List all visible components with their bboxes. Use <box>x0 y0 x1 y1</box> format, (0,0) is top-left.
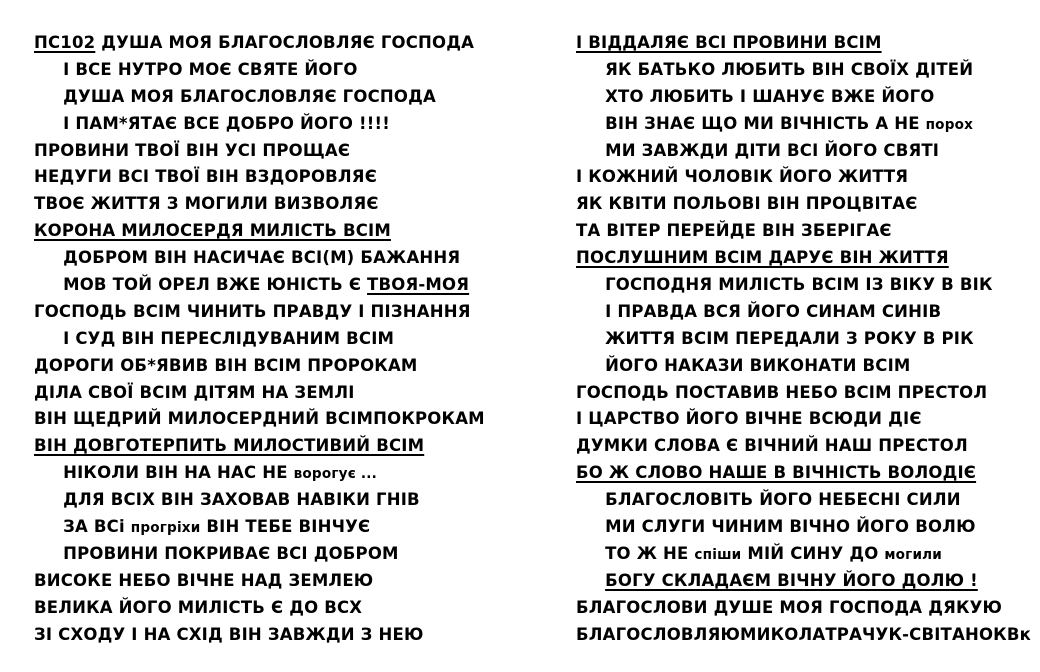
text-line <box>576 84 1018 111</box>
line-text: І КОЖНИЙ ЧОЛОВІК ЙОГО ЖИТТЯ <box>576 167 909 188</box>
text-line <box>576 30 1018 57</box>
text-line <box>576 57 1018 84</box>
right-column <box>576 30 1032 648</box>
line-text: ГОСПОДЬ ВСІМ ЧИНИТЬ ПРАВДУ І ПІЗНАННЯ <box>34 301 471 322</box>
text-line <box>34 138 490 165</box>
line-text: БЛАГОСЛОВИ ДУШЕ МОЯ ГОСПОДА ДЯКУЮ <box>576 597 1003 618</box>
line-text: МІЙ СИНУ ДО <box>741 543 885 564</box>
line-text: ПРОВИНИ ПОКРИВАЄ ВСІ ДОБРОМ <box>63 543 399 564</box>
line-text: КОРОНА МИЛОСЕРДЯ МИЛІСТЬ ВСІМ <box>34 221 391 242</box>
text-line <box>34 272 490 299</box>
text-line <box>576 487 1018 514</box>
text-line <box>34 433 490 460</box>
text-line <box>34 57 490 84</box>
line-text: ДУША МОЯ БЛАГОСЛОВЛЯЄ ГОСПОДА <box>63 86 436 107</box>
text-line <box>34 353 490 380</box>
line-text: НІКОЛИ ВІН НА НАС НЕ <box>63 463 294 484</box>
text-line <box>34 218 490 245</box>
text-line <box>34 380 490 407</box>
line-text: І ПАМ*ЯТАЄ ВСЕ ДОБРО ЙОГО !!!! <box>63 113 390 134</box>
text-line <box>576 622 1031 649</box>
line-text-small: порох <box>925 116 974 133</box>
text-line <box>34 84 490 111</box>
line-text: ЙОГО НАКАЗИ ВИКОНАТИ ВСІМ <box>605 355 911 376</box>
line-text: БО Ж СЛОВО НАШЕ В ВІЧНІСТЬ ВОЛОДІЄ <box>576 463 977 484</box>
line-text: ВІН ТЕБЕ ВІНЧУЄ <box>200 517 371 538</box>
line-text: БЛАГОСЛОВЛЯЮМИКОЛАТРАЧУК-СВІТАНОКВк <box>576 624 1031 645</box>
text-line <box>576 460 1018 487</box>
text-line <box>576 138 1018 165</box>
text-line <box>576 568 1018 595</box>
text-line <box>34 514 490 541</box>
text-line <box>576 299 1018 326</box>
text-line <box>576 514 1018 541</box>
line-text: ТА ВІТЕР ПЕРЕЙДЕ ВІН ЗБЕРІГАЄ <box>576 221 892 242</box>
line-text: ЖИТТЯ ВСІМ ПЕРЕДАЛИ З РОКУ В РІК <box>605 328 974 349</box>
text-line <box>576 353 1018 380</box>
text-line <box>576 218 1018 245</box>
line-text-underlined: ТВОЯ-МОЯ <box>367 275 470 296</box>
line-text: ЯК КВІТИ ПОЛЬОВІ ВІН ПРОЦВІТАЄ <box>576 194 918 215</box>
psalm-title: ПС102 <box>34 33 96 53</box>
line-text: ЯК БАТЬКО ЛЮБИТЬ ВІН СВОЇХ ДІТЕЙ <box>605 59 974 80</box>
text-line <box>576 164 1018 191</box>
left-column <box>34 30 504 648</box>
text-line <box>576 326 1018 353</box>
text-line <box>34 487 490 514</box>
text-line <box>34 595 490 622</box>
text-line <box>34 164 490 191</box>
line-text: БЛАГОСЛОВІТЬ ЙОГО НЕБЕСНІ СИЛИ <box>605 490 961 511</box>
text-line <box>34 568 490 595</box>
line-text: ЗІ СХОДУ І НА СХІД ВІН ЗАВЖДИ З НЕЮ <box>34 624 424 645</box>
line-text: ДЛЯ ВСІХ ВІН ЗАХОВАВ НАВІКИ ГНІВ <box>63 490 420 511</box>
text-line <box>576 111 1018 138</box>
text-line <box>576 433 1018 460</box>
line-text: ВІН ЗНАЄ ЩО МИ ВІЧНІСТЬ А НЕ <box>605 113 926 134</box>
text-line <box>34 245 490 272</box>
line-text: МИ ЗАВЖДИ ДІТИ ВСІ ЙОГО СВЯТІ <box>605 140 940 161</box>
line-text: ДОРОГИ ОБ*ЯВИВ ВІН ВСІМ ПРОРОКАМ <box>34 355 418 376</box>
line-text: НЕДУГИ ВСІ ТВОЇ ВІН ВЗДОРОВЛЯЄ <box>34 167 378 188</box>
line-text: І ВІДДАЛЯЄ ВСІ ПРОВИНИ ВСІМ <box>576 33 882 53</box>
line-text: ТВОЄ ЖИТТЯ З МОГИЛИ ВИЗВОЛЯЄ <box>34 194 379 215</box>
line-text: ПРОВИНИ ТВОЇ ВІН УСІ ПРОЩАЄ <box>34 140 351 161</box>
line-text: ДУМКИ СЛОВА Є ВІЧНИЙ НАШ ПРЕСТОЛ <box>576 436 968 457</box>
text-line <box>34 30 490 57</box>
line-text: ДІЛА СВОЇ ВСІМ ДІТЯМ НА ЗЕМЛІ <box>34 382 355 403</box>
text-line <box>576 541 1018 568</box>
line-text: І ЦАРСТВО ЙОГО ВІЧНЕ ВСЮДИ ДІЄ <box>576 409 922 430</box>
line-text: ЗА ВСі <box>63 517 131 538</box>
line-text: ХТО ЛЮБИТЬ І ШАНУЄ ВЖЕ ЙОГО <box>605 86 935 107</box>
line-text: БОГУ СКЛАДАЄМ ВІЧНУ ЙОГО ДОЛЮ ! <box>605 570 978 591</box>
text-line <box>576 406 1018 433</box>
text-line <box>576 595 1018 622</box>
line-text-small: ворогує ... <box>293 466 377 483</box>
text-line <box>34 541 490 568</box>
line-text: ВІН ЩЕДРИЙ МИЛОСЕРДНИЙ ВСІМПОКРОКАМ <box>34 409 485 430</box>
text-line <box>34 460 490 487</box>
line-text-small: могили <box>884 546 943 563</box>
line-text-small: прогріхи <box>130 520 201 537</box>
text-line <box>576 245 1018 272</box>
line-text: І СУД ВІН ПЕРЕСЛІДУВАНИМ ВСІМ <box>63 328 395 349</box>
line-text: ТО Ж НЕ <box>605 543 695 564</box>
line-text: МОВ ТОЙ ОРЕЛ ВЖЕ ЮНІСТЬ Є <box>63 275 368 296</box>
text-line <box>34 299 490 326</box>
line-text: ВЕЛИКА ЙОГО МИЛІСТЬ Є ДО ВСХ <box>34 597 363 618</box>
text-line <box>576 272 1018 299</box>
text-line <box>576 380 1018 407</box>
line-text: ПОСЛУШНИМ ВСІМ ДАРУЄ ВІН ЖИТТЯ <box>576 248 949 269</box>
text-line <box>34 111 490 138</box>
line-text: ВІН ДОВГОТЕРПИТЬ МИЛОСТИВИЙ ВСІМ <box>34 436 425 457</box>
line-text: ВИСОКЕ НЕБО ВІЧНЕ НАД ЗЕМЛЕЮ <box>34 570 374 591</box>
text-line <box>34 406 490 433</box>
line-text: ГОСПОДЬ ПОСТАВИВ НЕБО ВСІМ ПРЕСТОЛ <box>576 382 988 403</box>
text-line <box>34 191 490 218</box>
line-text: ДУША МОЯ БЛАГОСЛОВЛЯЄ ГОСПОДА <box>101 33 475 53</box>
line-text: ДОБРОМ ВІН НАСИЧАЄ ВСІ(М) БАЖАННЯ <box>63 248 461 269</box>
line-text: ГОСПОДНЯ МИЛІСТЬ ВСІМ ІЗ ВІКУ В ВІК <box>605 275 993 296</box>
line-text-small: спіши <box>694 546 742 563</box>
text-line <box>576 191 1018 218</box>
line-text: І ПРАВДА ВСЯ ЙОГО СИНАМ СИНІВ <box>605 301 942 322</box>
text-line <box>34 326 490 353</box>
line-text: МИ СЛУГИ ЧИНИМ ВІЧНО ЙОГО ВОЛЮ <box>605 517 976 538</box>
text-line <box>34 622 490 649</box>
line-text: І ВСЕ НУТРО МОЄ СВЯТЕ ЙОГО <box>63 59 358 80</box>
